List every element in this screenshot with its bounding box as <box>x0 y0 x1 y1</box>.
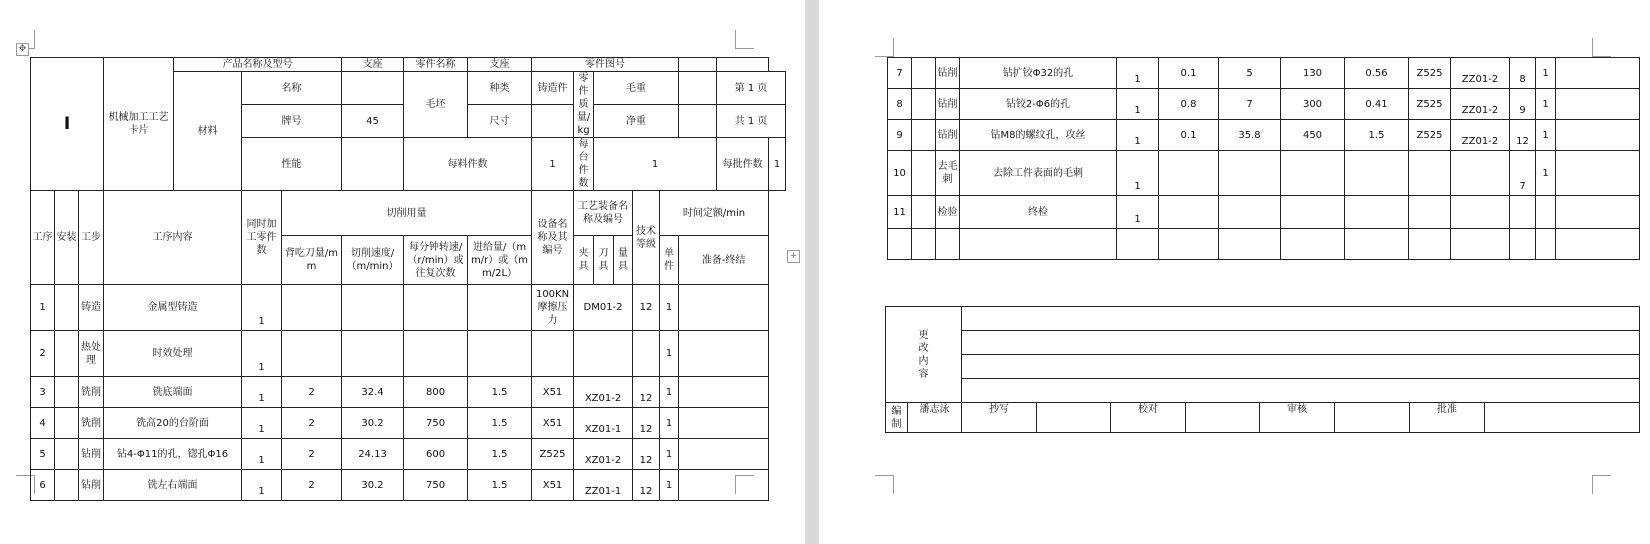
cell-speed[interactable] <box>342 331 404 377</box>
col-install-header: 安装 <box>55 191 79 285</box>
cell-qty[interactable]: 1 <box>242 377 282 408</box>
cell-content[interactable]: 铣高20的台阶面 <box>104 408 242 439</box>
cell-unit[interactable]: 1 <box>1536 89 1556 120</box>
cell-qty[interactable]: 1 <box>1117 151 1159 196</box>
cell-grade[interactable] <box>1510 196 1536 229</box>
cell-rpm[interactable]: 750 <box>404 470 468 501</box>
cell-tooling[interactable]: ZZ01-1 <box>574 470 633 501</box>
col-simultaneous-header: 同时加工零件数 <box>242 191 282 285</box>
cell-rpm[interactable]: 450 <box>1281 120 1345 151</box>
cell-install[interactable] <box>912 196 936 229</box>
cell-depth[interactable]: 0.8 <box>1159 89 1219 120</box>
change-record-table <box>885 306 1640 433</box>
cell-empty[interactable] <box>1510 229 1536 260</box>
cell-speed[interactable]: 30.2 <box>342 408 404 439</box>
col-depth-header: 背吃刀量/mm <box>282 236 342 285</box>
cell-rpm[interactable]: 130 <box>1281 58 1345 89</box>
col-tech-grade-header: 技术等级 <box>633 191 660 285</box>
cell-qty[interactable]: 1 <box>242 285 282 331</box>
cell-seq[interactable]: 1 <box>31 285 55 331</box>
cell-empty[interactable] <box>1345 229 1409 260</box>
table-row <box>888 89 1640 120</box>
cell-rpm[interactable] <box>1281 196 1345 229</box>
cell-unit[interactable]: 1 <box>660 470 679 501</box>
cell-empty[interactable] <box>888 229 912 260</box>
cell-grade[interactable]: 12 <box>1510 120 1536 151</box>
cell-equipment[interactable]: X51 <box>532 470 574 501</box>
table-row <box>888 229 1640 260</box>
cell-tooling[interactable]: XZ01-1 <box>574 408 633 439</box>
cell-depth[interactable]: 0.1 <box>1159 120 1219 151</box>
blank-cell <box>679 105 717 138</box>
blank-kind-label: 种类 <box>468 72 532 105</box>
cell-depth[interactable] <box>1159 151 1219 196</box>
per-batch-value: 1 <box>769 138 786 191</box>
change-line[interactable] <box>962 379 1640 403</box>
change-line[interactable] <box>962 331 1640 355</box>
cell-empty[interactable] <box>1451 229 1510 260</box>
cell-tooling[interactable] <box>1451 151 1510 196</box>
per-unit-label: 每台件数 <box>574 138 594 191</box>
cell-tooling[interactable]: ZZ01-2 <box>1451 120 1510 151</box>
cell-unit[interactable]: 1 <box>1536 151 1556 196</box>
cell-qty[interactable]: 1 <box>1117 196 1159 229</box>
cell-equipment[interactable]: X51 <box>532 377 574 408</box>
cell-grade[interactable]: 8 <box>1510 58 1536 89</box>
cell-feed[interactable] <box>1345 151 1409 196</box>
blank-label: 毛坯 <box>404 72 468 138</box>
cell-seq[interactable]: 3 <box>31 377 55 408</box>
page-number: 第 1 页 <box>717 72 786 105</box>
cell-depth[interactable]: 0.1 <box>1159 58 1219 89</box>
blank-kind-value: 铸造件 <box>532 72 574 105</box>
cell-tooling[interactable] <box>574 331 633 377</box>
table-row <box>888 58 1640 89</box>
cell-content[interactable]: 钻铰2-Φ6的孔 <box>960 89 1117 120</box>
cell-content[interactable]: 金属型铸造 <box>104 285 242 331</box>
cell-step[interactable]: 钻削 <box>79 439 104 470</box>
cell-prep[interactable] <box>679 439 769 470</box>
review-label: 审核 <box>1260 403 1335 433</box>
cell-rpm[interactable] <box>404 331 468 377</box>
table-row <box>31 285 786 331</box>
cell-depth[interactable]: 2 <box>282 377 342 408</box>
cell-step[interactable]: 铣削 <box>79 377 104 408</box>
card-title: 机械加工工艺卡片 <box>104 58 174 191</box>
cell-speed[interactable]: 7 <box>1219 89 1281 120</box>
cell-content[interactable]: 铣底端面 <box>104 377 242 408</box>
cell-equipment[interactable]: Z525 <box>1409 58 1451 89</box>
table-row <box>888 151 1640 196</box>
cell-tooling[interactable]: XZ01-2 <box>574 439 633 470</box>
cell-speed[interactable] <box>342 285 404 331</box>
part-drawing-label: 零件图号 <box>532 58 679 72</box>
cell-prep[interactable] <box>679 470 769 501</box>
cell-seq[interactable]: 4 <box>31 408 55 439</box>
table-row <box>31 408 786 439</box>
cell-feed[interactable] <box>468 331 532 377</box>
cell-grade[interactable]: 12 <box>633 439 660 470</box>
cell-qty[interactable]: 1 <box>1117 89 1159 120</box>
cell-unit[interactable]: 1 <box>660 285 679 331</box>
cell-rpm[interactable] <box>1281 151 1345 196</box>
gross-weight-label: 毛重 <box>594 72 679 105</box>
col-rpm-header: 每分钟转速/（r/min）或往复次数 <box>404 236 468 285</box>
cell-qty[interactable]: 1 <box>242 470 282 501</box>
col-step-header: 工步 <box>79 191 104 285</box>
cell-grade[interactable]: 7 <box>1510 151 1536 196</box>
cell-grade[interactable]: 12 <box>633 470 660 501</box>
property-value <box>342 138 404 191</box>
cell-speed[interactable]: 24.13 <box>342 439 404 470</box>
cell-content[interactable]: 铣左右端面 <box>104 470 242 501</box>
cell-seq[interactable]: 5 <box>31 439 55 470</box>
cell-equipment[interactable]: Z525 <box>532 439 574 470</box>
blank-cell <box>679 72 717 105</box>
cell-prep[interactable] <box>679 377 769 408</box>
cell-prep[interactable] <box>1556 196 1640 229</box>
cell-unit[interactable]: 1 <box>660 439 679 470</box>
cell-tooling[interactable]: XZ01-2 <box>574 377 633 408</box>
net-weight-label: 净重 <box>594 105 679 138</box>
cell-speed[interactable] <box>1219 151 1281 196</box>
copy-label: 抄写 <box>962 403 1037 433</box>
cell-qty[interactable]: 1 <box>1117 120 1159 151</box>
process-card-table-continued <box>887 57 1640 260</box>
cell-content[interactable]: 时效处理 <box>104 331 242 377</box>
table-row <box>31 439 786 470</box>
cell-content[interactable]: 钻M8的螺纹孔，攻丝 <box>960 120 1117 151</box>
col-seq-header: 工序 <box>31 191 55 285</box>
cell-depth[interactable]: 2 <box>282 408 342 439</box>
cell-unit[interactable]: 1 <box>660 408 679 439</box>
cell-empty[interactable] <box>1409 229 1451 260</box>
cell-prep[interactable] <box>1556 58 1640 89</box>
col-cutter-header: 刀具 <box>594 236 614 285</box>
cell-rpm[interactable]: 750 <box>404 408 468 439</box>
cell-prep[interactable] <box>1556 151 1640 196</box>
cell-rpm[interactable]: 600 <box>404 439 468 470</box>
page-gap <box>805 0 819 544</box>
cell-unit[interactable] <box>1536 196 1556 229</box>
table-move-handle-icon[interactable]: ✥ <box>16 43 29 56</box>
cell-step[interactable]: 铣削 <box>79 408 104 439</box>
col-speed-header: 切削速度/（m/min） <box>342 236 404 285</box>
cell-step[interactable]: 铸造 <box>79 285 104 331</box>
cell-qty[interactable]: 1 <box>242 439 282 470</box>
col-content-header: 工序内容 <box>104 191 242 285</box>
part-name-value: 支座 <box>468 58 532 72</box>
cell-depth[interactable] <box>1159 196 1219 229</box>
cell-unit[interactable]: 1 <box>1536 58 1556 89</box>
per-batch-label: 每批件数 <box>717 138 769 191</box>
cell-install[interactable] <box>55 331 79 377</box>
cell-equipment[interactable]: X51 <box>532 408 574 439</box>
process-card-table <box>30 57 786 501</box>
cell-seq[interactable]: 6 <box>31 470 55 501</box>
material-name-value <box>342 72 404 105</box>
table-row <box>888 196 1640 229</box>
cell-install[interactable] <box>912 58 936 89</box>
product-name-value: 支座 <box>342 58 404 72</box>
cell-prep[interactable] <box>679 331 769 377</box>
page-total: 共 1 页 <box>717 105 786 138</box>
cell-grade[interactable]: 9 <box>1510 89 1536 120</box>
per-material-value: 1 <box>532 138 574 191</box>
col-cutting-header: 切削用量 <box>282 191 532 236</box>
cell-step[interactable]: 检验 <box>936 196 960 229</box>
cell-qty[interactable]: 1 <box>242 408 282 439</box>
cell-unit[interactable]: 1 <box>1536 120 1556 151</box>
cell-grade[interactable]: 12 <box>633 377 660 408</box>
cell-install[interactable] <box>55 285 79 331</box>
copy-value[interactable] <box>1037 403 1111 433</box>
col-feed-header: 进给量/（mm/r）或（mm/2L） <box>468 236 532 285</box>
cell-depth[interactable] <box>282 285 342 331</box>
part-name-label: 零件名称 <box>404 58 468 72</box>
cell-step[interactable]: 热处理 <box>79 331 104 377</box>
col-unit-header: 单件 <box>660 236 679 285</box>
col-tooling-header: 工艺装备名称及编号 <box>574 191 633 236</box>
product-name-label: 产品名称及型号 <box>174 58 342 72</box>
col-time-quota-header: 时间定额/min <box>660 191 769 236</box>
cell-unit[interactable]: 1 <box>660 377 679 408</box>
material-name-label: 名称 <box>242 72 342 105</box>
grade-label: 牌号 <box>242 105 342 138</box>
cell-speed[interactable] <box>1219 196 1281 229</box>
part-mass-label: 零件质量/kg <box>574 72 594 138</box>
cell-install[interactable] <box>55 408 79 439</box>
cell-empty[interactable] <box>936 229 960 260</box>
cell-grade[interactable]: 12 <box>633 408 660 439</box>
cell-tooling[interactable]: ZZ01-2 <box>1451 89 1510 120</box>
add-row-plus-icon[interactable]: + <box>787 250 800 263</box>
cell-content[interactable]: 钻4-Φ11的孔，锪孔Φ16 <box>104 439 242 470</box>
cell-step[interactable]: 钻削 <box>936 89 960 120</box>
cell-install[interactable] <box>912 89 936 120</box>
cell-grade[interactable] <box>633 331 660 377</box>
cell-feed[interactable]: 1.5 <box>468 470 532 501</box>
cell-unit[interactable]: 1 <box>660 331 679 377</box>
cell-depth[interactable]: 2 <box>282 470 342 501</box>
cell-feed[interactable]: 1.5 <box>1345 120 1409 151</box>
change-line[interactable] <box>962 355 1640 379</box>
cell-seq[interactable]: 10 <box>888 151 912 196</box>
cell-rpm[interactable]: 800 <box>404 377 468 408</box>
cell-feed[interactable]: 1.5 <box>468 408 532 439</box>
compile-label: 编制 <box>886 403 908 433</box>
proof-value[interactable] <box>1186 403 1260 433</box>
cell-empty[interactable] <box>1117 229 1159 260</box>
cell-tooling[interactable] <box>1451 196 1510 229</box>
table-row <box>888 120 1640 151</box>
cell-step[interactable]: 钻削 <box>79 470 104 501</box>
cell-empty[interactable] <box>1536 229 1556 260</box>
cell-install[interactable] <box>55 439 79 470</box>
cell-rpm[interactable]: 300 <box>1281 89 1345 120</box>
cell-empty[interactable] <box>1281 229 1345 260</box>
document-page-1 <box>0 0 805 544</box>
grade-value: 45 <box>342 105 404 138</box>
document-page-2 <box>819 0 1650 544</box>
cell-content[interactable]: 钻扩铰Φ32的孔 <box>960 58 1117 89</box>
proof-label: 校对 <box>1111 403 1186 433</box>
cell-empty[interactable] <box>912 229 936 260</box>
per-unit-value: 1 <box>594 138 717 191</box>
cell-equipment[interactable]: Z525 <box>1409 89 1451 120</box>
per-material-label: 每料件数 <box>404 138 532 191</box>
blank-cell <box>679 58 717 72</box>
cell-content[interactable]: 去除工件表面的毛刺 <box>960 151 1117 196</box>
cell-seq[interactable]: 11 <box>888 196 912 229</box>
change-content-label: 更改内容 <box>886 307 962 403</box>
cell-feed[interactable]: 1.5 <box>468 377 532 408</box>
cell-feed[interactable]: 0.56 <box>1345 58 1409 89</box>
property-label: 性能 <box>242 138 342 191</box>
cell-equipment[interactable] <box>1409 196 1451 229</box>
crop-mark-top-right <box>1592 38 1611 57</box>
cell-prep[interactable] <box>1556 120 1640 151</box>
cell-install[interactable] <box>55 377 79 408</box>
cell-speed[interactable]: 32.4 <box>342 377 404 408</box>
blank-size-label: 尺寸 <box>468 105 532 138</box>
cell-equipment[interactable] <box>1409 151 1451 196</box>
cell-qty[interactable]: 1 <box>242 331 282 377</box>
cell-step[interactable]: 钻削 <box>936 120 960 151</box>
cell-content[interactable]: 终检 <box>960 196 1117 229</box>
col-prep-header: 准备-终结 <box>679 236 769 285</box>
table-row <box>31 377 786 408</box>
crop-mark-top-right <box>735 30 754 49</box>
cell-empty[interactable] <box>960 229 1117 260</box>
cell-feed[interactable]: 0.41 <box>1345 89 1409 120</box>
blank-size-value <box>532 105 574 138</box>
cell-feed[interactable]: 1.5 <box>468 439 532 470</box>
col-fixture-header: 夹具 <box>574 236 594 285</box>
cell-grade[interactable]: 12 <box>633 285 660 331</box>
cell-prep[interactable] <box>1556 89 1640 120</box>
approve-label: 批准 <box>1410 403 1485 433</box>
table-row <box>31 331 786 377</box>
cell-install[interactable] <box>912 120 936 151</box>
cell-tooling[interactable]: DM01-2 <box>574 285 633 331</box>
cell-seq[interactable]: 2 <box>31 331 55 377</box>
approve-value[interactable] <box>1485 403 1640 433</box>
crop-mark-bottom-right <box>1592 475 1611 494</box>
cell-depth[interactable]: 2 <box>282 439 342 470</box>
col-equipment-header: 设备名称及其编号 <box>532 191 574 285</box>
cell-equipment[interactable] <box>532 331 574 377</box>
cell-tooling[interactable]: ZZ01-2 <box>1451 58 1510 89</box>
cell-speed[interactable]: 5 <box>1219 58 1281 89</box>
table-row <box>31 470 786 501</box>
cell-prep[interactable] <box>679 285 769 331</box>
cell-empty[interactable] <box>1159 229 1219 260</box>
crop-mark-bottom-left <box>875 475 894 494</box>
compile-name[interactable]: 潘志泳 <box>908 403 962 433</box>
cell-feed[interactable] <box>468 285 532 331</box>
cell-rpm[interactable] <box>404 285 468 331</box>
cell-step[interactable]: 去毛刺 <box>936 151 960 196</box>
cell-step[interactable]: 钻削 <box>936 58 960 89</box>
cell-prep[interactable] <box>679 408 769 439</box>
cell-qty[interactable]: 1 <box>1117 58 1159 89</box>
crop-mark-top-left <box>875 38 894 57</box>
cell-seq[interactable]: 8 <box>888 89 912 120</box>
change-line[interactable] <box>962 307 1640 331</box>
cell-equipment[interactable]: 100KN摩擦压力 <box>532 285 574 331</box>
material-label: 材料 <box>174 72 242 191</box>
cell-empty[interactable] <box>1219 229 1281 260</box>
cell-install[interactable] <box>55 470 79 501</box>
cell-speed[interactable]: 30.2 <box>342 470 404 501</box>
review-value[interactable] <box>1335 403 1410 433</box>
cell-empty[interactable] <box>1556 229 1640 260</box>
card-roman-numeral: I <box>31 58 104 191</box>
cell-speed[interactable]: 35.8 <box>1219 120 1281 151</box>
blank-cell <box>717 58 769 72</box>
cell-depth[interactable] <box>282 331 342 377</box>
cell-equipment[interactable]: Z525 <box>1409 120 1451 151</box>
cell-feed[interactable] <box>1345 196 1409 229</box>
cell-install[interactable] <box>912 151 936 196</box>
col-gauge-header: 量具 <box>614 236 633 285</box>
cell-seq[interactable]: 9 <box>888 120 912 151</box>
cell-seq[interactable]: 7 <box>888 58 912 89</box>
